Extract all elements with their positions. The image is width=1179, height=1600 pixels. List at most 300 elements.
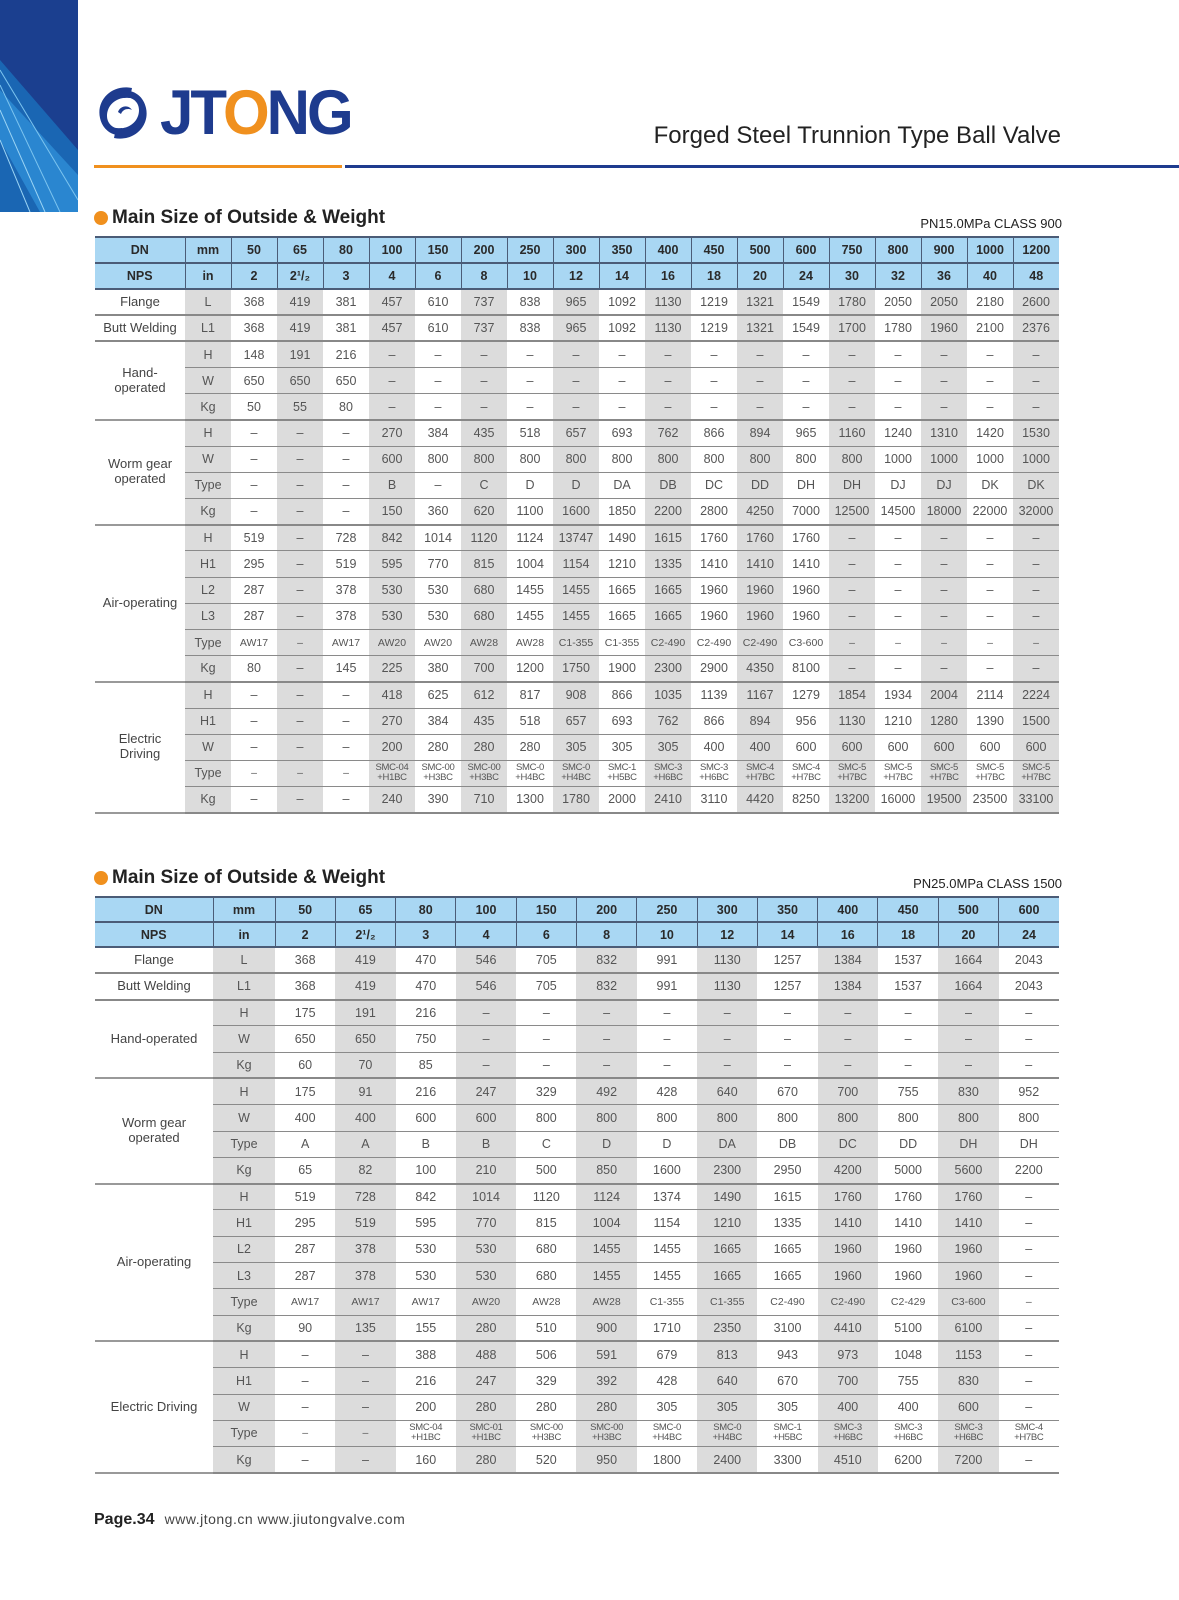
value-cell: –	[275, 1394, 335, 1420]
value-cell: 640	[697, 1078, 757, 1104]
value-cell: AW20	[369, 629, 415, 655]
value-cell: C3-600	[783, 629, 829, 655]
value-cell: –	[231, 734, 277, 760]
row-group-label: Hand-operated	[95, 1000, 213, 1079]
value-cell: AW28	[461, 629, 507, 655]
value-cell: 705	[516, 947, 576, 973]
value-cell: 518	[507, 420, 553, 446]
value-cell: 419	[335, 973, 395, 999]
value-cell: –	[818, 1026, 878, 1052]
value-cell: 600	[369, 446, 415, 472]
value-cell: 1410	[783, 551, 829, 577]
dimension-symbol: L1	[185, 315, 231, 341]
value-cell: 866	[691, 420, 737, 446]
value-cell: 700	[461, 656, 507, 682]
value-cell: –	[921, 656, 967, 682]
value-cell: 3300	[757, 1447, 817, 1473]
value-cell: 950	[576, 1447, 636, 1473]
value-cell: 1092	[599, 315, 645, 341]
value-cell: –	[691, 394, 737, 420]
table-row	[95, 1447, 1059, 1473]
value-cell: 378	[335, 1236, 395, 1262]
value-cell: 800	[599, 446, 645, 472]
value-cell: 148	[231, 341, 277, 367]
table1-title	[94, 207, 385, 229]
value-cell: 191	[335, 1000, 395, 1026]
value-cell: 492	[576, 1078, 636, 1104]
dimension-symbol: Kg	[185, 656, 231, 682]
value-cell: 800	[507, 446, 553, 472]
value-cell: –	[275, 1368, 335, 1394]
value-cell: SMC-0 +H4BC	[507, 760, 553, 786]
value-cell: 175	[275, 1000, 335, 1026]
dn-row-cell: 350	[757, 897, 817, 922]
value-cell: –	[516, 1026, 576, 1052]
dn-row-unit: mm	[213, 897, 275, 922]
value-cell: 838	[507, 315, 553, 341]
dn-row-cell: 100	[369, 237, 415, 263]
value-cell: 1410	[818, 1210, 878, 1236]
value-cell: –	[456, 1052, 516, 1078]
table-row	[95, 708, 1059, 734]
value-cell: 1000	[875, 446, 921, 472]
row-group-label: Flange	[95, 289, 185, 315]
value-cell: AW28	[516, 1289, 576, 1315]
value-cell: DH	[999, 1131, 1059, 1157]
dn-row-cell: 50	[275, 897, 335, 922]
value-cell: 1960	[921, 315, 967, 341]
nps-row-cell: 20	[737, 263, 783, 289]
value-cell: DK	[967, 472, 1013, 498]
dn-row-cell: 400	[645, 237, 691, 263]
value-cell: 1615	[645, 525, 691, 551]
dimension-symbol: Type	[213, 1131, 275, 1157]
value-cell: 295	[275, 1210, 335, 1236]
table-row	[95, 341, 1059, 367]
value-cell: 1410	[737, 551, 783, 577]
nps-row-cell: 40	[967, 263, 1013, 289]
value-cell: 830	[938, 1078, 998, 1104]
value-cell: 770	[415, 551, 461, 577]
value-cell: 381	[323, 315, 369, 341]
value-cell: 1257	[757, 947, 817, 973]
value-cell: 457	[369, 315, 415, 341]
value-cell: 2114	[967, 682, 1013, 708]
value-cell: 520	[516, 1447, 576, 1473]
value-cell: 2180	[967, 289, 1013, 315]
value-cell: SMC-3 +H6BC	[818, 1420, 878, 1446]
nps-row	[95, 922, 1059, 947]
value-cell: 530	[415, 577, 461, 603]
value-cell: 965	[553, 315, 599, 341]
value-cell: –	[921, 394, 967, 420]
value-cell: SMC-00 +H3BC	[516, 1420, 576, 1446]
value-cell: D	[637, 1131, 697, 1157]
value-cell: –	[637, 1000, 697, 1026]
value-cell: –	[599, 394, 645, 420]
value-cell: 175	[275, 1078, 335, 1104]
value-cell: 6100	[938, 1315, 998, 1341]
value-cell: 1092	[599, 289, 645, 315]
value-cell: SMC-0 +H4BC	[553, 760, 599, 786]
table-row	[95, 1000, 1059, 1026]
value-cell: –	[737, 368, 783, 394]
value-cell: 506	[516, 1341, 576, 1367]
value-cell: 800	[697, 1105, 757, 1131]
dimension-symbol: Type	[213, 1289, 275, 1315]
value-cell: –	[645, 341, 691, 367]
value-cell: 280	[576, 1394, 636, 1420]
nps-row-cell: 16	[818, 922, 878, 947]
value-cell: –	[875, 525, 921, 551]
value-cell: C	[516, 1131, 576, 1157]
value-cell: 1455	[507, 577, 553, 603]
value-cell: 815	[516, 1210, 576, 1236]
table-row	[95, 1105, 1059, 1131]
value-cell: –	[323, 708, 369, 734]
value-cell: 728	[323, 525, 369, 551]
value-cell: –	[277, 760, 323, 786]
row-group-label: Electric Driving	[95, 682, 185, 813]
dimension-symbol: H	[213, 1184, 275, 1210]
value-cell: 380	[415, 656, 461, 682]
value-cell: 280	[456, 1315, 516, 1341]
dn-row-label: DN	[95, 237, 185, 263]
value-cell: 4410	[818, 1315, 878, 1341]
value-cell: –	[277, 787, 323, 813]
value-cell: SMC-1 +H5BC	[599, 760, 645, 786]
dn-row-cell: 200	[576, 897, 636, 922]
value-cell: A	[335, 1131, 395, 1157]
table-row	[95, 577, 1059, 603]
value-cell: 1664	[938, 973, 998, 999]
value-cell: C2-429	[878, 1289, 938, 1315]
value-cell: DB	[645, 472, 691, 498]
value-cell: 418	[369, 682, 415, 708]
value-cell: 1537	[878, 947, 938, 973]
value-cell: –	[999, 1184, 1059, 1210]
value-cell: –	[921, 577, 967, 603]
value-cell: 657	[553, 420, 599, 446]
value-cell: –	[275, 1341, 335, 1367]
value-cell: –	[335, 1368, 395, 1394]
value-cell: –	[576, 1052, 636, 1078]
value-cell: –	[277, 734, 323, 760]
value-cell: –	[231, 682, 277, 708]
value-cell: DH	[829, 472, 875, 498]
value-cell: –	[516, 1052, 576, 1078]
value-cell: –	[1013, 603, 1059, 629]
value-cell: 894	[737, 708, 783, 734]
value-cell: –	[829, 603, 875, 629]
table-row	[95, 787, 1059, 813]
value-cell: 329	[516, 1078, 576, 1104]
value-cell: –	[599, 368, 645, 394]
value-cell: 693	[599, 420, 645, 446]
value-cell: –	[335, 1394, 395, 1420]
value-cell: –	[697, 1026, 757, 1052]
nps-row-cell: 10	[507, 263, 553, 289]
value-cell: –	[921, 525, 967, 551]
value-cell: –	[507, 341, 553, 367]
value-cell: 866	[691, 708, 737, 734]
value-cell: 1780	[875, 315, 921, 341]
value-cell: 1384	[818, 973, 878, 999]
value-cell: 2200	[645, 499, 691, 525]
value-cell: 842	[396, 1184, 456, 1210]
table1-title-text: Main Size of Outside & Weight	[112, 207, 386, 228]
value-cell: 1760	[783, 525, 829, 551]
value-cell: 378	[323, 603, 369, 629]
value-cell: 1384	[818, 947, 878, 973]
value-cell: –	[967, 394, 1013, 420]
value-cell: 595	[396, 1210, 456, 1236]
value-cell: AW28	[576, 1289, 636, 1315]
value-cell: 470	[396, 947, 456, 973]
value-cell: 1200	[507, 656, 553, 682]
value-cell: 1410	[878, 1210, 938, 1236]
value-cell: C1-355	[637, 1289, 697, 1315]
value-cell: 1390	[967, 708, 1013, 734]
value-cell: SMC-0 +H4BC	[697, 1420, 757, 1446]
value-cell: 400	[737, 734, 783, 760]
value-cell: 435	[461, 420, 507, 446]
value-cell: C2-490	[691, 629, 737, 655]
value-cell: 500	[516, 1157, 576, 1183]
nps-row-cell: 2¹/₂	[277, 263, 323, 289]
value-cell: 2200	[999, 1157, 1059, 1183]
value-cell: –	[921, 368, 967, 394]
value-cell: 832	[576, 973, 636, 999]
value-cell: 519	[231, 525, 277, 551]
value-cell: 800	[783, 446, 829, 472]
value-cell: 1960	[818, 1236, 878, 1262]
table-row	[95, 446, 1059, 472]
dn-row-cell: 80	[323, 237, 369, 263]
value-cell: –	[323, 446, 369, 472]
nps-row-cell: 10	[637, 922, 697, 947]
dn-row-cell: 750	[829, 237, 875, 263]
value-cell: –	[277, 551, 323, 577]
table-row	[95, 1394, 1059, 1420]
value-cell: –	[829, 394, 875, 420]
value-cell: 16000	[875, 787, 921, 813]
dimension-symbol: H	[185, 341, 231, 367]
value-cell: –	[231, 420, 277, 446]
value-cell: 14500	[875, 499, 921, 525]
table-row	[95, 1052, 1059, 1078]
value-cell: 378	[335, 1263, 395, 1289]
value-cell: 50	[231, 394, 277, 420]
value-cell: 1490	[697, 1184, 757, 1210]
value-cell: 225	[369, 656, 415, 682]
value-cell: –	[553, 368, 599, 394]
value-cell: 838	[507, 289, 553, 315]
value-cell: C3-600	[938, 1289, 998, 1315]
nps-row-cell: 3	[396, 922, 456, 947]
value-cell: –	[999, 1315, 1059, 1341]
value-cell: 1374	[637, 1184, 697, 1210]
value-cell: 2410	[645, 787, 691, 813]
header-rule-orange	[94, 165, 342, 168]
value-cell: 1130	[829, 708, 875, 734]
value-cell: 842	[369, 525, 415, 551]
value-cell: –	[691, 368, 737, 394]
value-cell: 1549	[783, 289, 829, 315]
value-cell: 1760	[938, 1184, 998, 1210]
value-cell: 943	[757, 1341, 817, 1367]
dn-row-cell: 300	[697, 897, 757, 922]
value-cell: –	[818, 1000, 878, 1026]
nps-row-cell: 16	[645, 263, 691, 289]
value-cell: 762	[645, 420, 691, 446]
value-cell: 1167	[737, 682, 783, 708]
value-cell: 13747	[553, 525, 599, 551]
value-cell: 1490	[599, 525, 645, 551]
value-cell: 2400	[697, 1447, 757, 1473]
value-cell: 1960	[783, 603, 829, 629]
dn-row-cell: 150	[516, 897, 576, 922]
nps-row-unit: in	[185, 263, 231, 289]
value-cell: 457	[369, 289, 415, 315]
value-cell: 8250	[783, 787, 829, 813]
dimension-symbol: H	[185, 682, 231, 708]
dn-row	[95, 897, 1059, 922]
value-cell: 305	[553, 734, 599, 760]
value-cell: SMC-04 +H1BC	[396, 1420, 456, 1446]
dimension-symbol: H1	[185, 551, 231, 577]
value-cell: 530	[415, 603, 461, 629]
value-cell: 400	[691, 734, 737, 760]
value-cell: –	[1013, 656, 1059, 682]
value-cell: SMC-5 +H7BC	[829, 760, 875, 786]
value-cell: –	[757, 1026, 817, 1052]
value-cell: –	[369, 368, 415, 394]
value-cell: C	[461, 472, 507, 498]
value-cell: 1455	[637, 1236, 697, 1262]
value-cell: 280	[516, 1394, 576, 1420]
value-cell: SMC-00 +H3BC	[415, 760, 461, 786]
value-cell: 1014	[415, 525, 461, 551]
value-cell: 700	[818, 1368, 878, 1394]
value-cell: –	[878, 1052, 938, 1078]
value-cell: 546	[456, 973, 516, 999]
value-cell: SMC-3 +H6BC	[691, 760, 737, 786]
table-row	[95, 315, 1059, 341]
nps-row	[95, 263, 1059, 289]
value-cell: SMC-5 +H7BC	[967, 760, 1013, 786]
table-row	[95, 499, 1059, 525]
value-cell: 305	[599, 734, 645, 760]
value-cell: DH	[938, 1131, 998, 1157]
value-cell: 435	[461, 708, 507, 734]
value-cell: SMC-00 +H3BC	[576, 1420, 636, 1446]
value-cell: 1455	[553, 577, 599, 603]
value-cell: AW17	[396, 1289, 456, 1315]
value-cell: 55	[277, 394, 323, 420]
value-cell: 710	[461, 787, 507, 813]
value-cell: –	[783, 394, 829, 420]
dimension-symbol: L	[213, 947, 275, 973]
value-cell: –	[999, 1263, 1059, 1289]
value-cell: 1300	[507, 787, 553, 813]
table-row	[95, 1263, 1059, 1289]
row-group-label: Air-operating	[95, 1184, 213, 1342]
value-cell: 1665	[757, 1263, 817, 1289]
value-cell: –	[576, 1000, 636, 1026]
value-cell: 1455	[553, 603, 599, 629]
value-cell: 1210	[875, 708, 921, 734]
value-cell: –	[335, 1447, 395, 1473]
value-cell: 800	[415, 446, 461, 472]
value-cell: 6200	[878, 1447, 938, 1473]
value-cell: 200	[369, 734, 415, 760]
dimension-symbol: L3	[213, 1263, 275, 1289]
value-cell: 650	[277, 368, 323, 394]
value-cell: –	[277, 499, 323, 525]
nps-row-cell: 24	[783, 263, 829, 289]
value-cell: 80	[323, 394, 369, 420]
value-cell: 1100	[507, 499, 553, 525]
row-group-label: Butt Welding	[95, 315, 185, 341]
value-cell: –	[637, 1052, 697, 1078]
value-cell: SMC-3 +H6BC	[878, 1420, 938, 1446]
value-cell: 392	[576, 1368, 636, 1394]
value-cell: –	[783, 368, 829, 394]
value-cell: 670	[757, 1078, 817, 1104]
value-cell: –	[1013, 394, 1059, 420]
value-cell: 670	[757, 1368, 817, 1394]
value-cell: –	[967, 341, 1013, 367]
value-cell: C1-355	[697, 1289, 757, 1315]
light-rays-graphic	[0, 0, 78, 212]
table2-title	[94, 867, 385, 889]
value-cell: –	[645, 368, 691, 394]
value-cell: 1960	[737, 603, 783, 629]
value-cell: 1537	[878, 973, 938, 999]
bullet-icon	[94, 871, 108, 885]
value-cell: 737	[461, 289, 507, 315]
value-cell: D	[553, 472, 599, 498]
dn-row-cell: 1200	[1013, 237, 1059, 263]
row-group-label: Flange	[95, 947, 213, 973]
table-row	[95, 394, 1059, 420]
nps-row-cell: 4	[369, 263, 415, 289]
table-row	[95, 1289, 1059, 1315]
value-cell: SMC-01 +H1BC	[456, 1420, 516, 1446]
value-cell: 428	[637, 1368, 697, 1394]
value-cell: 965	[783, 420, 829, 446]
value-cell: 2376	[1013, 315, 1059, 341]
value-cell: 1124	[507, 525, 553, 551]
value-cell: –	[999, 1052, 1059, 1078]
value-cell: 1780	[553, 787, 599, 813]
value-cell: –	[576, 1026, 636, 1052]
value-cell: –	[999, 1210, 1059, 1236]
value-cell: 360	[415, 499, 461, 525]
value-cell: 32000	[1013, 499, 1059, 525]
value-cell: 368	[275, 947, 335, 973]
value-cell: 1321	[737, 315, 783, 341]
value-cell: –	[737, 394, 783, 420]
value-cell: –	[829, 368, 875, 394]
value-cell: –	[829, 629, 875, 655]
nps-row-cell: 14	[599, 263, 645, 289]
value-cell: 832	[576, 947, 636, 973]
value-cell: 287	[231, 603, 277, 629]
value-cell: –	[999, 1236, 1059, 1262]
dimension-symbol: Type	[185, 472, 231, 498]
